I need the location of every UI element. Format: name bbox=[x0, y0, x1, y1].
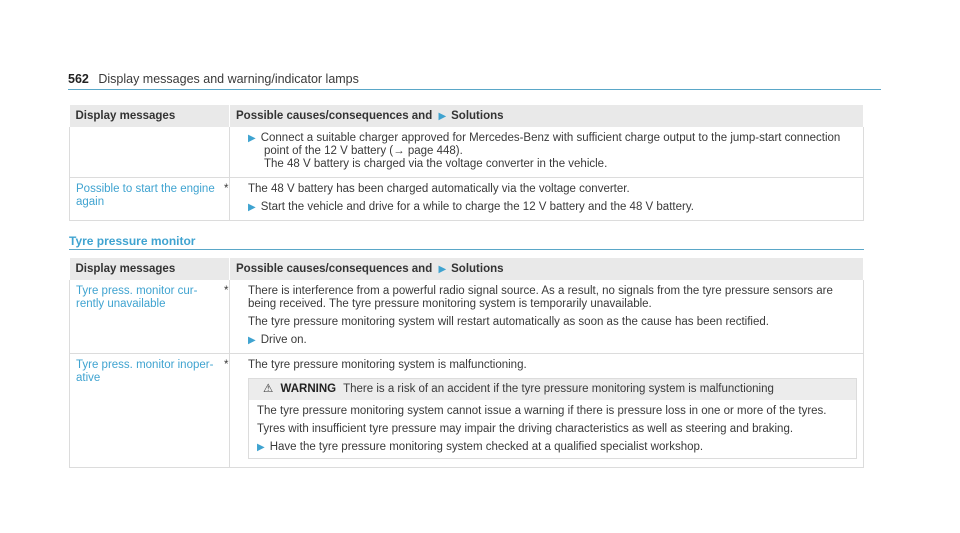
arrow-icon: ▶ bbox=[438, 264, 447, 275]
messages-table-1 bbox=[69, 105, 864, 221]
star-icon: * bbox=[224, 359, 229, 371]
warning-box bbox=[248, 378, 857, 459]
table-row bbox=[70, 127, 864, 178]
warning-icon: ⚠ bbox=[263, 383, 274, 395]
cause-item: * There is interference from a powerful radio signal source. As a result, no signals from the tyre pressure sensors are being received. The tyre pressure monitoring system is temporarily unavailable. bbox=[224, 285, 833, 310]
section-title: Tyre pressure monitor bbox=[69, 234, 864, 248]
cause-item: * The tyre pressure monitoring system is malfunctioning. bbox=[224, 359, 527, 371]
page-reference-link[interactable]: → page 448). bbox=[393, 145, 463, 157]
col-display-messages: Display messages bbox=[70, 258, 230, 280]
message-cell: Tyre press. monitor cur- rently unavailable bbox=[70, 280, 230, 354]
star-icon: * bbox=[224, 183, 229, 195]
solution-cell bbox=[230, 127, 864, 178]
table-row bbox=[70, 178, 864, 221]
solution-cell bbox=[224, 354, 864, 468]
page-number: 562 bbox=[68, 72, 89, 86]
col-display-messages: Display messages bbox=[70, 105, 230, 127]
section-rule bbox=[69, 249, 864, 250]
message-cell: Tyre press. monitor inoper- ative bbox=[70, 354, 230, 468]
warning-paragraph: The tyre pressure monitoring system cannot issue a warning if there is pressure loss in one or more of the tyres. bbox=[257, 405, 827, 417]
instruction-step: ▶ Start the vehicle and drive for a while to charge the 12 V battery and the 48 V battery. bbox=[248, 201, 694, 213]
instruction-step: ▶ Drive on. bbox=[248, 334, 307, 346]
header-rule bbox=[68, 89, 881, 90]
table-header bbox=[70, 105, 864, 127]
warning-title: There is a risk of an accident if the tyre pressure monitoring system is malfunctioning bbox=[343, 383, 774, 395]
star-icon: * bbox=[224, 285, 229, 297]
warning-header bbox=[249, 379, 856, 400]
arrow-icon: ▶ bbox=[248, 202, 256, 213]
messages-table-2 bbox=[69, 258, 864, 468]
message-cell bbox=[70, 127, 230, 178]
table-header bbox=[70, 258, 864, 280]
arrow-icon: ▶ bbox=[257, 442, 265, 453]
col-causes-solutions: Possible causes/consequences and ▶ Solutions bbox=[230, 105, 864, 127]
step-note: The 48 V battery is charged via the voltage converter in the vehicle. bbox=[264, 158, 608, 170]
solution-cell bbox=[224, 280, 864, 354]
col-causes-solutions: Possible causes/consequences and ▶ Solutions bbox=[230, 258, 864, 280]
arrow-icon: ▶ bbox=[248, 335, 256, 346]
instruction-step: ▶ Connect a suitable charger approved for Mercedes-Benz with sufficient charge output to the jump-start connection point of the 12 V battery (→ page 448). The 48 V battery is charged via the voltage converter in the vehicle. bbox=[248, 132, 841, 170]
arrow-icon: ▶ bbox=[248, 133, 256, 144]
arrow-icon: ▶ bbox=[438, 111, 447, 122]
page-header bbox=[68, 72, 881, 86]
warning-paragraph: Tyres with insufficient tyre pressure may impair the driving characteristics as well as steering and braking. bbox=[257, 423, 794, 435]
table-row bbox=[70, 354, 864, 468]
cause-note: The tyre pressure monitoring system will restart automatically as soon as the cause has been rectified. bbox=[248, 316, 769, 328]
solution-cell bbox=[224, 178, 864, 221]
warning-body bbox=[249, 400, 856, 458]
table-row bbox=[70, 280, 864, 354]
warning-label: WARNING bbox=[280, 383, 337, 395]
instruction-step: ▶ Have the tyre pressure monitoring system checked at a qualified specialist workshop. bbox=[257, 441, 704, 453]
message-cell: Possible to start the engine again bbox=[70, 178, 230, 221]
page-title: Display messages and warning/indicator lamps bbox=[98, 72, 359, 86]
cause-item: * The 48 V battery has been charged automatically via the voltage converter. bbox=[224, 183, 630, 195]
